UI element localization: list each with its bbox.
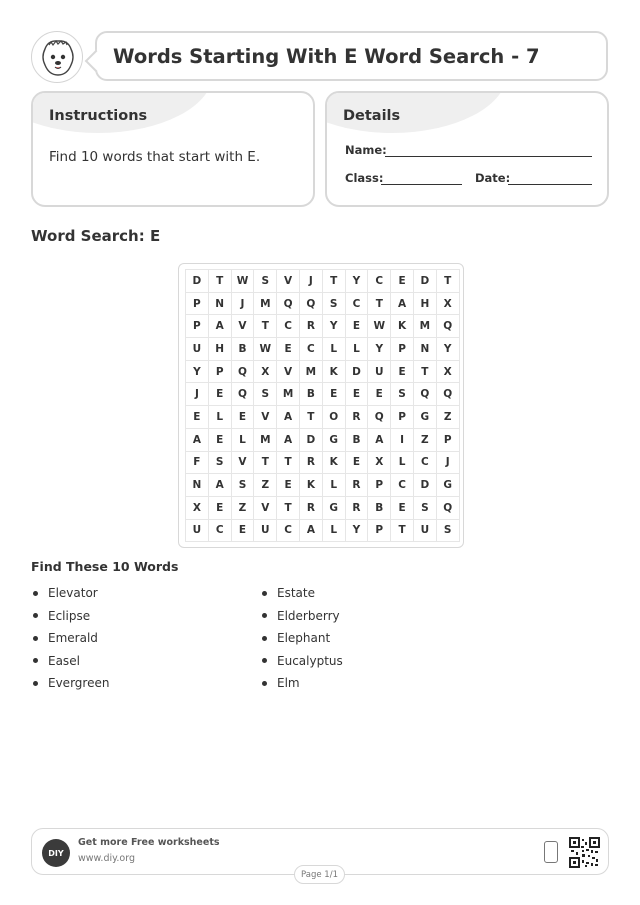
grid-cell[interactable]: K: [323, 452, 346, 475]
grid-cell[interactable]: M: [300, 361, 323, 384]
phone-icon: [544, 841, 558, 863]
mascot-avatar-icon: [31, 31, 83, 83]
bullet-icon: [33, 613, 38, 618]
word-text: Easel: [48, 653, 80, 668]
grid-cell[interactable]: A: [277, 406, 300, 429]
grid-cell[interactable]: E: [209, 383, 232, 406]
grid-cell[interactable]: T: [209, 270, 232, 293]
grid-cell[interactable]: N: [186, 474, 209, 497]
grid-cell[interactable]: E: [232, 406, 255, 429]
grid-cell[interactable]: T: [254, 315, 277, 338]
word-text: Elevator: [48, 586, 98, 601]
grid-cell[interactable]: E: [232, 520, 255, 543]
grid-cell[interactable]: C: [391, 474, 414, 497]
grid-cell[interactable]: D: [186, 270, 209, 293]
grid-cell[interactable]: F: [186, 452, 209, 475]
grid-cell[interactable]: S: [437, 520, 460, 543]
grid-cell[interactable]: T: [391, 520, 414, 543]
grid-cell[interactable]: S: [254, 383, 277, 406]
grid-cell[interactable]: U: [186, 520, 209, 543]
grid-cell[interactable]: E: [368, 383, 391, 406]
grid-cell[interactable]: A: [300, 520, 323, 543]
word-list-item: [33, 582, 109, 605]
grid-cell[interactable]: R: [300, 497, 323, 520]
grid-cell[interactable]: H: [209, 338, 232, 361]
grid-cell[interactable]: M: [414, 315, 437, 338]
grid-cell[interactable]: L: [209, 406, 232, 429]
grid-cell[interactable]: K: [323, 361, 346, 384]
word-text: Eclipse: [48, 608, 91, 623]
grid-cell[interactable]: Q: [437, 315, 460, 338]
grid-cell[interactable]: E: [277, 338, 300, 361]
grid-cell[interactable]: Q: [414, 383, 437, 406]
grid-cell[interactable]: A: [391, 293, 414, 316]
grid-cell[interactable]: O: [323, 406, 346, 429]
grid-cell[interactable]: A: [209, 315, 232, 338]
grid-cell[interactable]: G: [437, 474, 460, 497]
grid-cell[interactable]: Z: [437, 406, 460, 429]
grid-cell[interactable]: Y: [346, 520, 369, 543]
grid-cell[interactable]: X: [437, 293, 460, 316]
grid-cell[interactable]: M: [277, 383, 300, 406]
details-heading: Details: [343, 108, 401, 124]
grid-cell[interactable]: E: [346, 383, 369, 406]
word-list-title: Find These 10 Words: [31, 559, 179, 574]
word-search-grid-container: [178, 263, 464, 548]
grid-cell[interactable]: E: [323, 383, 346, 406]
grid-cell[interactable]: P: [437, 429, 460, 452]
word-list-item: [262, 672, 343, 695]
grid-cell[interactable]: V: [277, 270, 300, 293]
grid-cell[interactable]: S: [391, 383, 414, 406]
word-search-grid: [185, 269, 460, 542]
grid-cell[interactable]: T: [323, 270, 346, 293]
grid-cell[interactable]: U: [254, 520, 277, 543]
grid-cell[interactable]: T: [414, 361, 437, 384]
grid-cell[interactable]: R: [300, 452, 323, 475]
grid-cell[interactable]: E: [277, 474, 300, 497]
grid-cell[interactable]: S: [209, 452, 232, 475]
grid-cell[interactable]: L: [323, 520, 346, 543]
grid-cell[interactable]: E: [391, 497, 414, 520]
grid-cell[interactable]: D: [300, 429, 323, 452]
grid-cell[interactable]: L: [323, 338, 346, 361]
class-field[interactable]: [381, 184, 462, 185]
grid-cell[interactable]: Q: [277, 293, 300, 316]
grid-cell[interactable]: P: [391, 338, 414, 361]
grid-cell[interactable]: A: [277, 429, 300, 452]
grid-cell[interactable]: E: [346, 315, 369, 338]
grid-cell[interactable]: E: [391, 270, 414, 293]
grid-cell[interactable]: Y: [368, 338, 391, 361]
word-list-item: [33, 605, 109, 628]
grid-cell[interactable]: C: [346, 293, 369, 316]
grid-cell[interactable]: X: [368, 452, 391, 475]
grid-cell[interactable]: X: [186, 497, 209, 520]
grid-cell[interactable]: Q: [232, 361, 255, 384]
grid-cell[interactable]: J: [437, 452, 460, 475]
instructions-card: [31, 91, 315, 207]
title-banner: [95, 31, 608, 81]
grid-cell[interactable]: Y: [323, 315, 346, 338]
word-text: Evergreen: [48, 676, 110, 691]
grid-cell[interactable]: X: [437, 361, 460, 384]
grid-cell[interactable]: W: [232, 270, 255, 293]
grid-cell[interactable]: A: [368, 429, 391, 452]
details-card: [325, 91, 609, 207]
bullet-icon: [262, 613, 267, 618]
grid-cell[interactable]: C: [414, 452, 437, 475]
grid-cell[interactable]: Y: [437, 338, 460, 361]
grid-cell[interactable]: P: [368, 520, 391, 543]
grid-cell[interactable]: Q: [232, 383, 255, 406]
grid-cell[interactable]: B: [346, 429, 369, 452]
grid-cell[interactable]: S: [414, 497, 437, 520]
grid-cell[interactable]: V: [254, 406, 277, 429]
grid-cell[interactable]: B: [232, 338, 255, 361]
grid-cell[interactable]: G: [323, 429, 346, 452]
grid-cell[interactable]: U: [186, 338, 209, 361]
grid-cell[interactable]: T: [277, 452, 300, 475]
word-list-item: [262, 605, 343, 628]
name-label: Name:: [345, 143, 387, 157]
grid-cell[interactable]: T: [277, 497, 300, 520]
grid-cell[interactable]: V: [232, 452, 255, 475]
grid-cell[interactable]: Z: [232, 497, 255, 520]
word-list-item: [33, 650, 109, 673]
grid-cell[interactable]: L: [391, 452, 414, 475]
grid-cell[interactable]: P: [368, 474, 391, 497]
grid-cell[interactable]: Z: [414, 429, 437, 452]
grid-cell[interactable]: V: [277, 361, 300, 384]
date-field[interactable]: [508, 184, 592, 185]
grid-cell[interactable]: R: [346, 497, 369, 520]
grid-cell[interactable]: P: [391, 406, 414, 429]
qr-code-icon[interactable]: [569, 837, 600, 868]
grid-cell[interactable]: M: [254, 293, 277, 316]
grid-cell[interactable]: E: [391, 361, 414, 384]
word-text: Emerald: [48, 631, 98, 646]
grid-cell[interactable]: J: [186, 383, 209, 406]
grid-cell[interactable]: J: [300, 270, 323, 293]
grid-cell[interactable]: B: [300, 383, 323, 406]
name-field[interactable]: [385, 156, 592, 157]
bullet-icon: [33, 658, 38, 663]
grid-cell[interactable]: U: [368, 361, 391, 384]
grid-cell[interactable]: Z: [254, 474, 277, 497]
grid-cell[interactable]: M: [254, 429, 277, 452]
grid-cell[interactable]: W: [368, 315, 391, 338]
section-title: Word Search: E: [31, 227, 161, 245]
word-text: Eucalyptus: [277, 653, 343, 668]
bullet-icon: [262, 591, 267, 596]
instructions-text: Find 10 words that start with E.: [49, 149, 261, 165]
grid-cell[interactable]: I: [391, 429, 414, 452]
grid-cell[interactable]: C: [209, 520, 232, 543]
footer-url-link[interactable]: www.diy.org: [78, 853, 135, 864]
bullet-icon: [262, 658, 267, 663]
grid-cell[interactable]: H: [414, 293, 437, 316]
grid-cell[interactable]: U: [414, 520, 437, 543]
diy-logo-icon[interactable]: DIY: [42, 839, 70, 867]
bullet-icon: [262, 636, 267, 641]
grid-cell[interactable]: C: [300, 338, 323, 361]
grid-cell[interactable]: R: [346, 474, 369, 497]
grid-cell[interactable]: E: [209, 497, 232, 520]
grid-cell[interactable]: T: [254, 452, 277, 475]
bullet-icon: [33, 591, 38, 596]
grid-cell[interactable]: Q: [437, 497, 460, 520]
grid-cell[interactable]: S: [323, 293, 346, 316]
grid-cell[interactable]: Y: [186, 361, 209, 384]
grid-cell[interactable]: T: [368, 293, 391, 316]
grid-cell[interactable]: W: [254, 338, 277, 361]
grid-cell[interactable]: D: [346, 361, 369, 384]
instructions-heading: Instructions: [49, 108, 148, 124]
word-list-item: [262, 627, 343, 650]
grid-cell[interactable]: D: [414, 270, 437, 293]
grid-cell[interactable]: Y: [346, 270, 369, 293]
word-list-item: [33, 627, 109, 650]
grid-cell[interactable]: R: [346, 406, 369, 429]
grid-cell[interactable]: N: [209, 293, 232, 316]
grid-cell[interactable]: C: [368, 270, 391, 293]
grid-cell[interactable]: P: [186, 315, 209, 338]
grid-cell[interactable]: A: [186, 429, 209, 452]
grid-cell[interactable]: G: [323, 497, 346, 520]
grid-cell[interactable]: T: [300, 406, 323, 429]
grid-cell[interactable]: L: [346, 338, 369, 361]
grid-cell[interactable]: Q: [368, 406, 391, 429]
grid-cell[interactable]: E: [346, 452, 369, 475]
bullet-icon: [33, 636, 38, 641]
word-text: Elephant: [277, 631, 331, 646]
grid-cell[interactable]: P: [186, 293, 209, 316]
grid-cell[interactable]: B: [368, 497, 391, 520]
grid-cell[interactable]: L: [232, 429, 255, 452]
word-list-item: [262, 650, 343, 673]
grid-cell[interactable]: S: [254, 270, 277, 293]
grid-cell[interactable]: A: [209, 474, 232, 497]
word-text: Elderberry: [277, 608, 340, 623]
grid-cell[interactable]: K: [391, 315, 414, 338]
footer-promo-text: Get more Free worksheets: [78, 837, 220, 848]
grid-cell[interactable]: V: [254, 497, 277, 520]
grid-cell[interactable]: X: [254, 361, 277, 384]
grid-cell[interactable]: C: [277, 520, 300, 543]
word-list-column-1: [33, 582, 109, 695]
bullet-icon: [33, 681, 38, 686]
page-title: Words Starting With E Word Search - 7: [113, 44, 540, 68]
grid-cell[interactable]: J: [232, 293, 255, 316]
word-text: Elm: [277, 676, 300, 691]
grid-cell[interactable]: L: [323, 474, 346, 497]
date-label: Date:: [475, 171, 511, 185]
word-list-column-2: [262, 582, 343, 695]
grid-cell[interactable]: S: [232, 474, 255, 497]
grid-cell[interactable]: K: [300, 474, 323, 497]
grid-cell[interactable]: D: [414, 474, 437, 497]
grid-cell[interactable]: R: [300, 315, 323, 338]
bullet-icon: [262, 681, 267, 686]
word-list-item: [262, 582, 343, 605]
page-indicator: Page 1/1: [294, 865, 345, 884]
class-label: Class:: [345, 171, 384, 185]
grid-cell[interactable]: E: [209, 429, 232, 452]
grid-cell[interactable]: C: [277, 315, 300, 338]
grid-cell[interactable]: E: [186, 406, 209, 429]
grid-cell[interactable]: Q: [300, 293, 323, 316]
word-text: Estate: [277, 586, 315, 601]
grid-cell[interactable]: V: [232, 315, 255, 338]
grid-cell[interactable]: G: [414, 406, 437, 429]
word-list-item: [33, 672, 109, 695]
grid-cell[interactable]: Q: [437, 383, 460, 406]
grid-cell[interactable]: P: [209, 361, 232, 384]
grid-cell[interactable]: T: [437, 270, 460, 293]
grid-cell[interactable]: N: [414, 338, 437, 361]
